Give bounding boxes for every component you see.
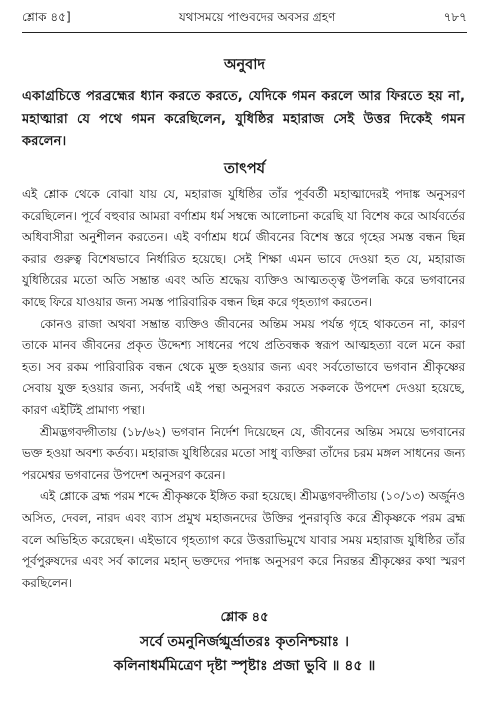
purport-paragraph: শ্রীমদ্ভগবদ্গীতায় (১৮/৬২) ভগবান নির্দেশ দিয়েছেন যে, জীবনের অন্তিম সময়ে ভগবানের ভক্ত হওয়া অবশ্য কর্তব্য। মহারাজ যুধিষ্ঠিরের মতো সাধু ব্যক্তিরা তাঁদের চরম মঙ্গল সাধনের জন্য পরমেশ্বর ভগবানের উপদেশ অনুসরণ করেন। [22, 424, 465, 482]
translation-text: একাগ্রচিত্তে পরব্রহ্মের ধ্যান করতে করতে, যেদিকে গমন করলে আর ফিরতে হয় না, মহাত্মারা যে পথে গমন করেছিলেন, যুধিষ্ঠির মহারাজ সেই উত্তর দিকেই গমন করলেন। [22, 89, 465, 149]
translation-heading: অনুবাদ [223, 57, 266, 73]
verse-line: কলিনাধর্মমিত্রেণ দৃষ্টা স্পৃষ্টাঃ প্রজা ভুবি ॥ ৪৫ ॥ [113, 658, 376, 674]
header-verse-ref: শ্লোক ৪৫] [22, 10, 71, 24]
verse-line: সর্বে তমনুনির্জগ্মুর্ভ্রাতরঃ কৃতনিশ্চয়াঃ । [139, 634, 349, 650]
purport-body [22, 184, 465, 594]
purport-paragraph: এই শ্লোক থেকে বোঝা যায় যে, মহারাজ যুধিষ্ঠির তাঁর পূর্ববর্তী মহাত্মাদেরই পদাঙ্ক অনুসরণ করেছিলেন। পূর্বে বহুবার আমরা বর্ণাশ্রম ধর্ম সম্বন্ধে আলোচনা করেছি যা বিশেষ করে আর্যবর্তের অধিবাসীরা অনুশীলন করতেন। এই বর্ণাশ্রম ধর্মে জীবনের বিশেষ স্তরে গৃহের সমস্ত বন্ধন ছিন্ন করার গুরুত্ব বিশেষভাবে নির্ধারিত হয়েছে। সেই শিক্ষা এমন ভাবে দেওয়া হত যে, মহারাজ যুধিষ্ঠিরের মতো অতি সম্ভ্রান্ত এবং অতি শ্রদ্ধেয় ব্যক্তিও আত্মতত্ত্ব উপলব্ধি করে ভগবানের কাছে ফিরে যাওয়ার জন্য সমস্ত পারিবারিক বন্ধন ছিন্ন করে গৃহত্যাগ করতেন। [22, 187, 465, 309]
page-number: ৭৮৭ [443, 10, 467, 24]
header-chapter-title: যথাসময়ে পাণ্ডবদের অবসর গ্রহণ [178, 10, 336, 24]
purport-paragraph: এই শ্লোকে ব্রহ্ম পরম শব্দে শ্রীকৃষ্ণকে ইঙ্গিত করা হয়েছে। শ্রীমদ্ভগবদ্গীতায় (১০/১৩) অর্জুনও অসিত, দেবল, নারদ এবং ব্যাস প্রমুখ মহাজনদের উক্তির পুনরাবৃত্তি করে শ্রীকৃষ্ণকে পরম ব্রহ্ম বলে অভিহিত করেছেন। এইভাবে গৃহত্যাগ করে উত্তরাভিমুখে যাবার সময় মহারাজ যুধিষ্ঠির তাঁর পূর্বপুরুষদের এবং সর্ব কালের মহান্ ভক্তদের পদাঙ্ক অনুসরণ করে নিরন্তর শ্রীকৃষ্ণের কথা স্মরণ করছিলেন। [22, 489, 465, 590]
running-header [22, 8, 467, 30]
purport-heading: তাৎপর্য [223, 161, 266, 177]
purport-paragraph: কোনও রাজা অথবা সম্ভ্রান্ত ব্যক্তিও জীবনের অন্তিম সময় পর্যন্ত গৃহে থাকতেন না, কারণ তাকে মানব জীবনের প্রকৃত উদ্দেশ্য সাধনের পথে প্রতিবন্ধক স্বরূপ আত্মহত্যা বলে মনে করা হত। সব রকম পারিবারিক বন্ধন থেকে মুক্ত হওয়ার জন্য এবং সর্বতোভাবে ভগবান শ্রীকৃষ্ণের সেবায় যুক্ত হওয়ার জন্য, সর্বদাই এই পন্থা অনুসরণ করতে সকলকে উপদেশ দেওয়া হয়েছে, কারণ এইটিই প্রামাণ্য পন্থা। [22, 316, 465, 417]
sanskrit-verse [0, 630, 489, 678]
header-divider [22, 32, 467, 33]
verse-label: শ্লোক ৪৫ [220, 610, 269, 625]
